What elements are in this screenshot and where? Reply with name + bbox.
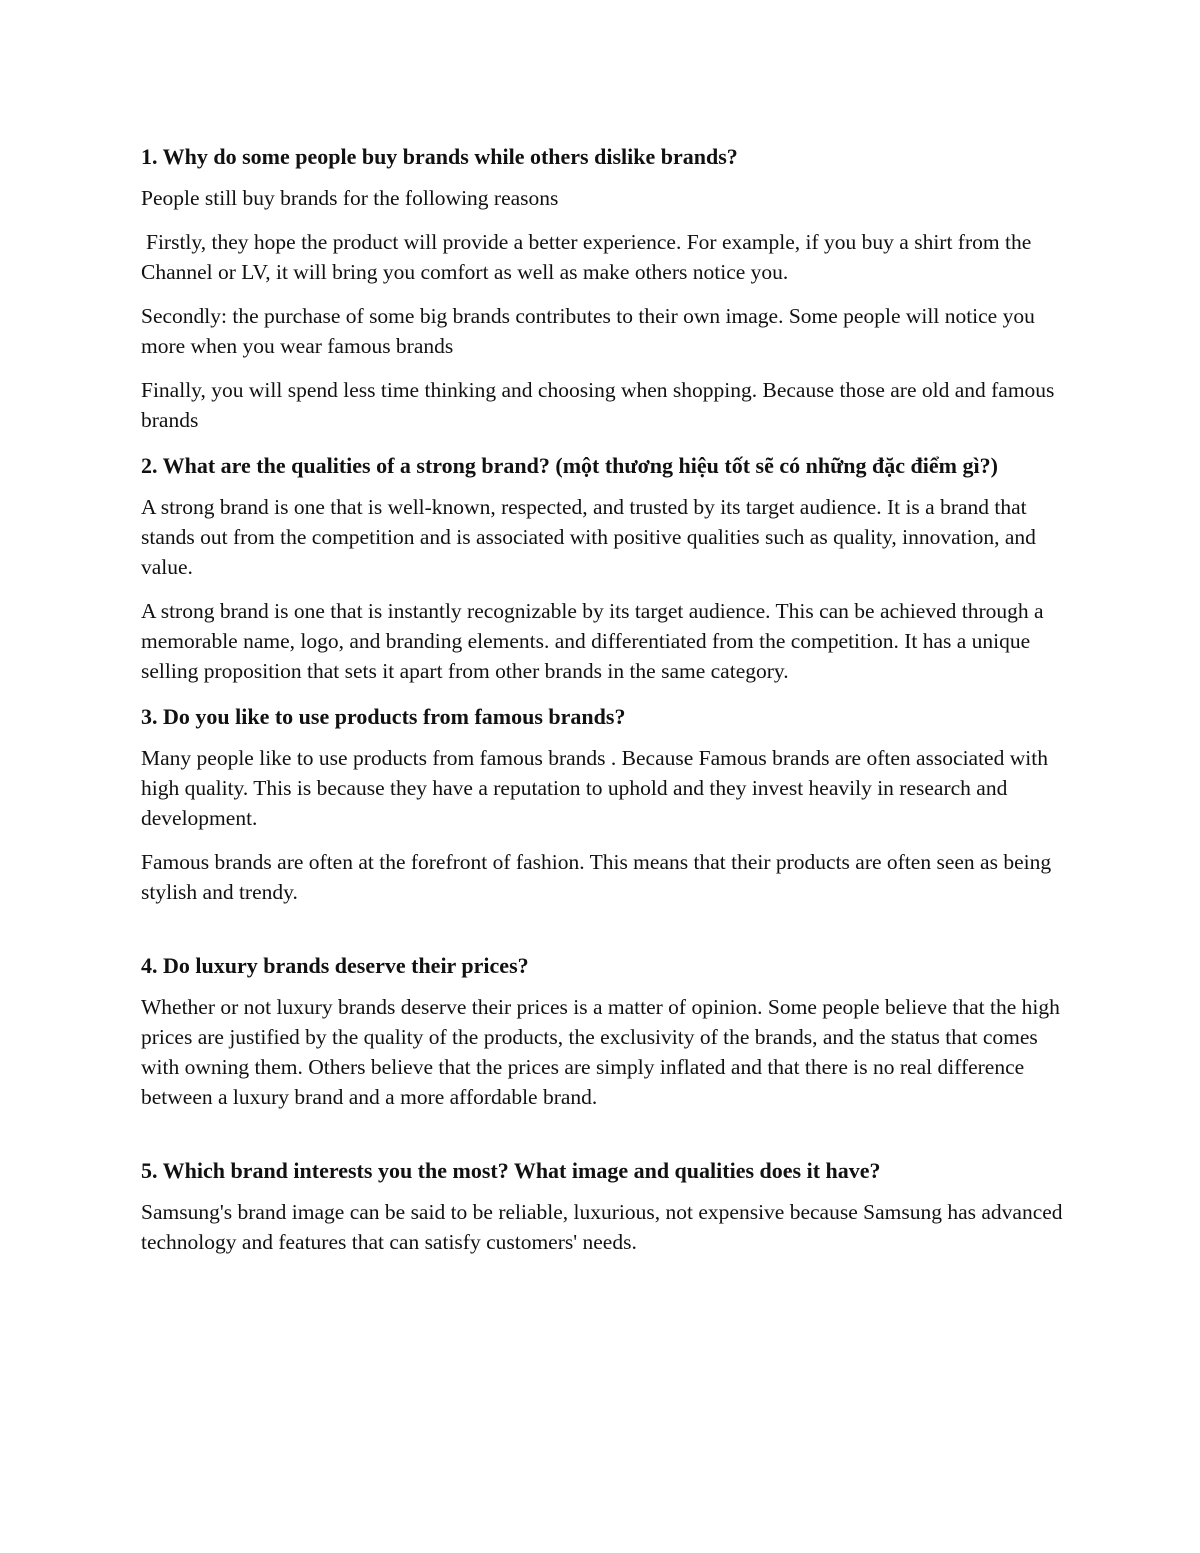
section-1 — [141, 140, 1071, 435]
section-4 — [141, 949, 1071, 1112]
paragraph: Whether or not luxury brands deserve their prices is a matter of opinion. Some people believe that the high prices are justified by the quality of the products, the exclusivity of the brands, and the status that comes with owning them. Others believe that the prices are simply inflated and that there is no real difference between a luxury brand and a more affordable brand. — [141, 995, 1060, 1109]
section-5 — [141, 1154, 1071, 1257]
section-2 — [141, 449, 1071, 686]
paragraph: Many people like to use products from famous brands . Because Famous brands are often associated with high quality. This is because they have a reputation to uphold and they invest heavily in research and development. — [141, 746, 1048, 830]
paragraph: Finally, you will spend less time thinking and choosing when shopping. Because those are old and famous brands — [141, 378, 1055, 432]
section-heading: 2. What are the qualities of a strong brand? (một thương hiệu tốt sẽ có những đặc điểm gì?) — [141, 453, 998, 478]
section-heading: 1. Why do some people buy brands while others dislike brands? — [141, 144, 738, 169]
blank-line — [141, 921, 1071, 949]
paragraph: People still buy brands for the following reasons — [141, 186, 559, 210]
section-heading: 4. Do luxury brands deserve their prices? — [141, 953, 529, 978]
section-heading: 5. Which brand interests you the most? What image and qualities does it have? — [141, 1158, 881, 1183]
paragraph: A strong brand is one that is instantly recognizable by its target audience. This can be achieved through a memorable name, logo, and branding elements. and differentiated from the competition. It has a unique selling proposition that sets it apart from other brands in the same category. — [141, 599, 1044, 683]
paragraph: Secondly: the purchase of some big brands contributes to their own image. Some people will notice you more when you wear famous brands — [141, 304, 1035, 358]
blank-line — [141, 1126, 1071, 1154]
paragraph: Samsung's brand image can be said to be reliable, luxurious, not expensive because Samsung has advanced technology and features that can satisfy customers' needs. — [141, 1200, 1063, 1254]
paragraph: A strong brand is one that is well-known, respected, and trusted by its target audience. It is a brand that stands out from the competition and is associated with positive qualities such as quality, innovation, and value. — [141, 495, 1036, 579]
section-3 — [141, 700, 1071, 907]
section-heading: 3. Do you like to use products from famous brands? — [141, 704, 626, 729]
paragraph: Firstly, they hope the product will provide a better experience. For example, if you buy a shirt from the Channel or LV, it will bring you comfort as well as make others notice you. — [141, 230, 1032, 284]
document-page — [141, 140, 1071, 1271]
paragraph: Famous brands are often at the forefront of fashion. This means that their products are often seen as being stylish and trendy. — [141, 850, 1052, 904]
